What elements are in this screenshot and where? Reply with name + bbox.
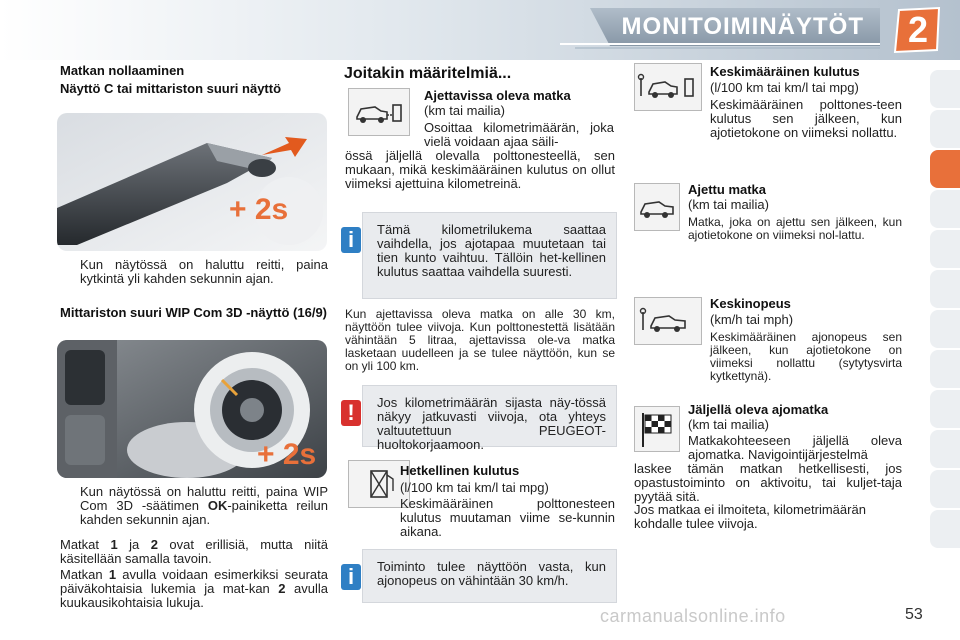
text: ja — [117, 537, 151, 552]
avg-consumption-icon — [634, 63, 702, 111]
text: Matkat — [60, 537, 111, 552]
para-trip-usage — [60, 568, 328, 610]
warning-icon: ! — [341, 400, 361, 426]
info-note — [347, 549, 617, 603]
instant-desc: Keskimääräinen polttonesteen kulutus muutaman viime se-kunnin aikana. — [400, 496, 615, 539]
ok-button-label: OK — [207, 498, 228, 513]
chapter-tab[interactable] — [930, 470, 960, 508]
instruction-wip-com — [80, 485, 328, 527]
chapter-tab[interactable] — [930, 270, 960, 308]
watermark: carmanualsonline.info — [600, 606, 786, 626]
remain-title: Jäljellä oleva ajomatka — [688, 402, 829, 417]
chapter-tab[interactable] — [930, 350, 960, 388]
info-note — [347, 212, 617, 299]
remain-desc-c: Jos matkaa ei ilmoiteta, kilometrimäärän kohdalle tulee viivoja. — [634, 502, 866, 531]
chapter-tab[interactable] — [930, 230, 960, 268]
avgcons-desc: Keskimääräinen polttones-teen kulutus sen jälkeen, kun ajotietokone on viimeksi nollattu. — [710, 97, 902, 140]
avg-speed-icon — [634, 297, 702, 345]
remain-desc-a: Matkakohteeseen jäljellä oleva ajomatka. Navigointijärjestelmä — [688, 433, 902, 462]
range-title: Ajettavissa oleva matka — [424, 88, 571, 103]
car-icon — [635, 184, 679, 230]
speed-desc: Keskimääräinen ajonopeus sen jälkeen, kun ajotietokone on viimeksi nollattu (sytytysvirta kytkettynä). — [710, 330, 902, 383]
console-photo — [57, 340, 327, 478]
instant-title: Hetkellinen kulutus — [400, 463, 520, 478]
heading-display-c: Näyttö C tai mittariston suuri näyttö — [60, 81, 282, 96]
remaining-icon — [634, 406, 680, 452]
hold-2s-badge: + 2s — [229, 193, 289, 226]
range-icon — [348, 88, 410, 136]
chapter-tab[interactable] — [930, 110, 960, 148]
instruction-text: Kun näytössä on haluttu reitti, paina WIP Com 3D -säätimen — [80, 484, 328, 513]
chapter-number: 2 — [907, 9, 929, 50]
trip-number: 1 — [108, 567, 117, 582]
chapter-tab-active[interactable] — [930, 150, 960, 188]
remain-desc-b: laskee tämän matkan hetkellisesti, jos opastustoiminto on aktivoitu, tai kuljet-taja pyytää sitä. — [634, 461, 902, 504]
trip-number: 2 — [150, 537, 158, 552]
checkered-flag-icon — [635, 407, 679, 451]
para-trips — [60, 538, 328, 566]
instant-unit: (l/100 km tai km/l tai mpg) — [400, 480, 549, 495]
instruction-text: -painiketta reilun kahden sekunnin ajan. — [80, 498, 328, 527]
info-icon: i — [341, 227, 361, 253]
chapter-tab[interactable] — [930, 70, 960, 108]
speed-unit: (km/h tai mph) — [710, 312, 794, 327]
section-title: Joitakin määritelmiä... — [344, 65, 512, 82]
hold-2s-badge: + 2s — [257, 438, 317, 471]
para-dashes: Kun ajettavissa oleva matka on alle 30 km, näyttöön tulee viivoja. Kun polttonestettä lisätään vähintään 5 litraa, ajettavissa ole-va matka lasketaan uudelleen ja se tulee näyttöön, kun se on yli 100 km. — [345, 307, 615, 373]
stalk-illustration — [57, 113, 327, 251]
remain-unit: (km tai mailia) — [688, 417, 769, 432]
trip-number: 1 — [110, 537, 118, 552]
speed-title: Keskinopeus — [710, 296, 791, 311]
page-header — [0, 0, 960, 60]
heading-wip-com: Mittariston suuri WIP Com 3D -näyttö (16/9) — [60, 305, 328, 320]
chapter-tabs — [930, 70, 960, 550]
text: avulla kuukausikohtaisia lukuja. — [60, 581, 329, 610]
avgcons-title: Keskimääräinen kulutus — [710, 64, 860, 79]
range-desc-b: össä jäljellä olevalla polttonesteellä, sen mukaan, mikä keskimääräinen kulutus on ollut viimeksi ajettuina kilometreinä. — [345, 148, 615, 191]
chapter-tab[interactable] — [930, 310, 960, 348]
range-unit: (km tai mailia) — [424, 103, 505, 118]
heading-trip-reset: Matkan nollaaminen — [60, 63, 185, 78]
text: Matkan — [60, 567, 109, 582]
page-number: 53 — [905, 606, 923, 623]
avgcons-unit: (l/100 km tai km/l tai mpg) — [710, 80, 859, 95]
chapter-tab[interactable] — [930, 430, 960, 468]
warning-note-text: Jos kilometrimäärän sijasta näy-tössä näkyy jatkuvasti viivoja, ota yhteys valtuutettuun PEUGEOT-huoltokorjaamoon. — [377, 395, 606, 452]
page-title: MONITOIMINÄYTÖT — [621, 13, 864, 40]
text: avulla voidaan esimerkiksi seurata päiväkohtaisia lukemia ja mat-kan — [60, 567, 328, 596]
dist-unit: (km tai mailia) — [688, 197, 769, 212]
chapter-tab[interactable] — [930, 190, 960, 228]
chapter-tab[interactable] — [930, 510, 960, 548]
chapter-badge — [893, 6, 943, 54]
range-desc-a: Osoittaa kilometrimäärän, joka vielä voidaan ajaa säili- — [424, 120, 614, 149]
dist-title: Ajettu matka — [688, 182, 767, 197]
average-fuel-icon — [635, 64, 701, 110]
stalk-photo — [57, 113, 327, 251]
info-note-text: Tämä kilometrilukema saattaa vaihdella, jos ajotapaa muutetaan tai tien kunto vaihtuu. Tällöin het-kellinen kulutus saattaa vaihdella suuresti. — [377, 222, 606, 279]
chapter-tab[interactable] — [930, 390, 960, 428]
car-fuel-pump-icon — [349, 89, 409, 135]
distance-icon — [634, 183, 680, 231]
dist-desc: Matka, joka on ajettu sen jälkeen, kun ajotietokone on viimeksi nol-lattu. — [688, 215, 902, 242]
instruction-stalk: Kun näytössä on haluttu reitti, paina kytkintä yli kahden sekunnin ajan. — [80, 257, 328, 286]
info-note-text: Toiminto tulee näyttöön vasta, kun ajonopeus on vähintään 30 km/h. — [377, 559, 606, 588]
info-icon: i — [341, 564, 361, 590]
average-speed-icon — [635, 298, 701, 344]
text: ovat erillisiä, mutta niitä käsitellään samalla tavoin. — [60, 537, 329, 566]
warning-note — [347, 385, 617, 452]
trip-number: 2 — [278, 581, 286, 596]
